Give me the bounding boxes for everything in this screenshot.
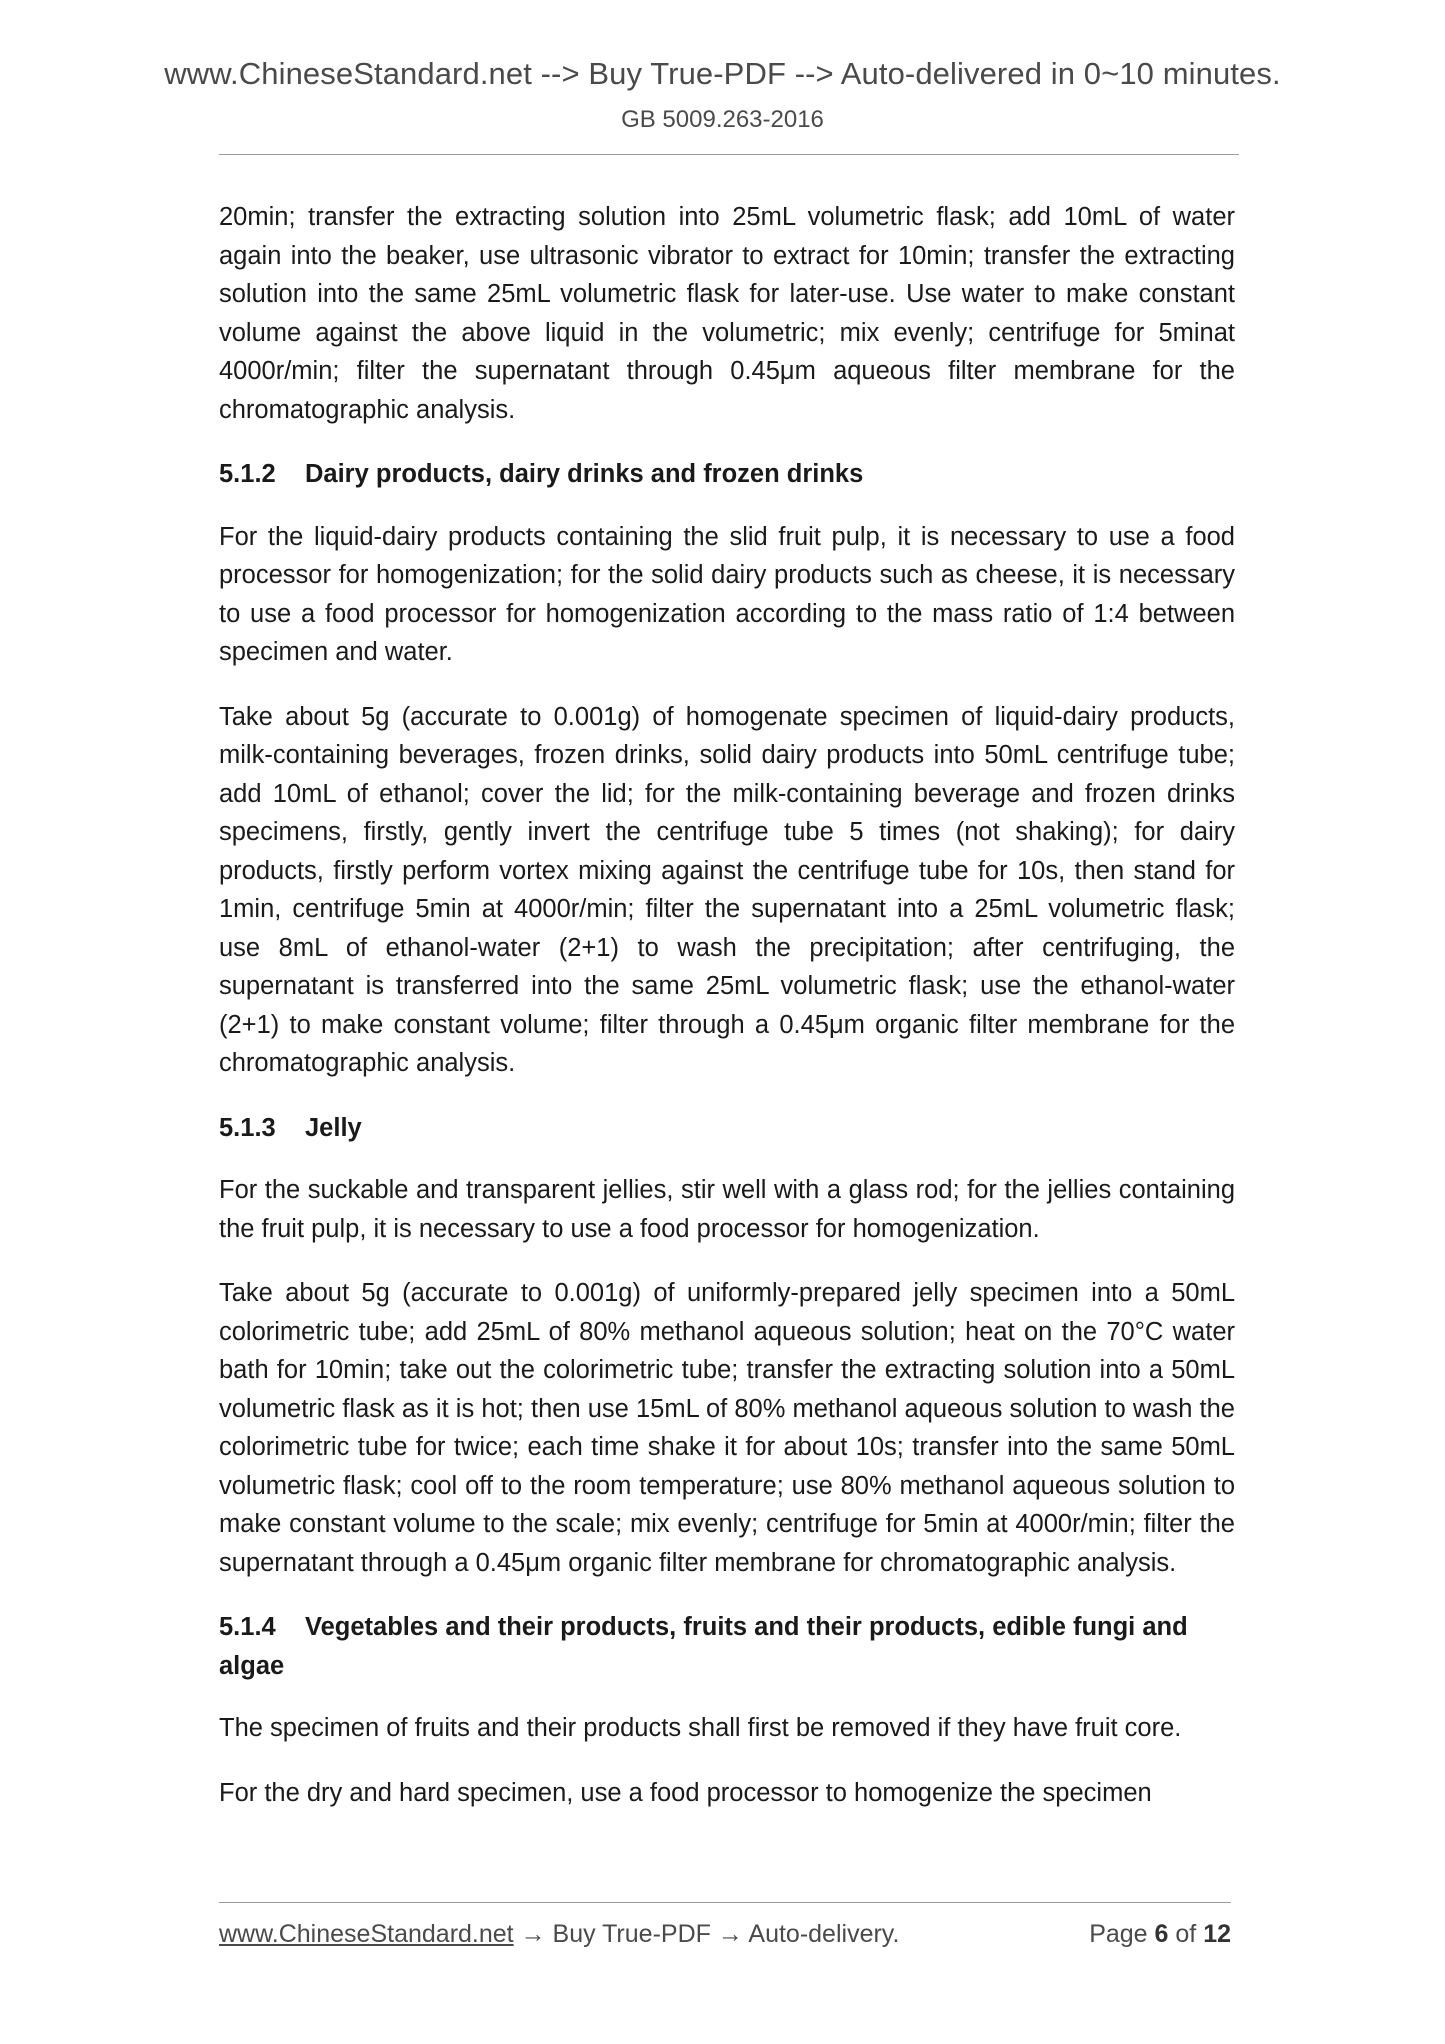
- paragraph: For the suckable and transparent jellies, stir well with a glass rod; for the jellies containing the fruit pulp, it is necessary to use a food processor for homogenization.: [219, 1176, 1235, 1243]
- section-number: 5.1.4: [219, 1613, 276, 1641]
- header-divider: [219, 154, 1239, 155]
- section-title: Dairy products, dairy drinks and frozen drinks: [305, 460, 864, 488]
- document-body: [219, 198, 1235, 1838]
- footer-site-link[interactable]: www.ChineseStandard.net: [219, 1920, 514, 1948]
- paragraph: The specimen of fruits and their products shall first be removed if they have fruit core.: [219, 1714, 1182, 1742]
- page-indicator: [1089, 1920, 1231, 1949]
- footer-tagline: → Buy True-PDF → Auto-delivery.: [513, 1920, 900, 1948]
- section-number: 5.1.3: [219, 1113, 276, 1142]
- section-title: Jelly: [305, 1113, 362, 1142]
- paragraph: 20min; transfer the extracting solution into 25mL volumetric flask; add 10mL of water again into the beaker, use ultrasonic vibrator to extract for 10min; transfer the extracting solution into the same 25mL volumetric flask for later-use. Use water to make constant volume against the above liquid in the volumetric; mix evenly; centrifuge for 5minat 4000r/min; filter the supernatant through 0.45μm aqueous filter membrane for the chromatographic analysis.: [219, 203, 1235, 424]
- paragraph: Take about 5g (accurate to 0.001g) of homogenate specimen of liquid-dairy products, milk-containing beverages, frozen drinks, solid dairy products into 50mL centrifuge tube; add 10mL of ethanol; cover the lid; for the milk-containing beverage and frozen drinks specimens, firstly, gently invert the centrifuge tube 5 times (not shaking); for dairy products, firstly perform vortex mixing against the centrifuge tube for 10s, then stand for 1min, centrifuge 5min at 4000r/min; filter the supernatant into a 25mL volumetric flask; use 8mL of ethanol-water (2+1) to wash the precipitation; after centrifuging, the supernatant is transferred into the same 25mL volumetric flask; use the ethanol-water (2+1) to make constant volume; filter through a 0.45μm organic filter membrane for the chromatographic analysis.: [219, 702, 1235, 1077]
- footer-promo: [219, 1920, 899, 1949]
- paragraph: For the liquid-dairy products containing the slid fruit pulp, it is necessary to use a food processor for homogenization; for the solid dairy products such as cheese, it is necessary to use a food processor for homogenization according to the mass ratio of 1:4 between specimen and water.: [219, 522, 1235, 666]
- paragraph: Take about 5g (accurate to 0.001g) of uniformly-prepared jelly specimen into a 50mL colorimetric tube; add 25mL of 80% methanol aqueous solution; heat on the 70°C water bath for 10min; take out the colorimetric tube; transfer the extracting solution into a 50mL volumetric flask as it is hot; then use 15mL of 80% methanol aqueous solution to wash the colorimetric tube for twice; each time shake it for about 10s; transfer into the same 50mL volumetric flask; cool off to the room temperature; use 80% methanol aqueous solution to make constant volume to the scale; mix evenly; centrifuge for 5min at 4000r/min; filter the supernatant through a 0.45μm organic filter membrane for chromatographic analysis.: [219, 1279, 1235, 1577]
- paragraph: For the dry and hard specimen, use a food processor to homogenize the specimen: [219, 1778, 1152, 1807]
- section-heading-5-1-4: [219, 1608, 1235, 1685]
- document-id: GB 5009.263-2016: [621, 106, 824, 133]
- page-number: 6: [1154, 1920, 1169, 1948]
- section-number: 5.1.2: [219, 460, 276, 488]
- site-banner: www.ChineseStandard.net --> Buy True-PDF --> Auto-delivered in 0~10 minutes.: [164, 56, 1281, 91]
- section-heading-5-1-2: [219, 455, 1235, 494]
- footer-divider: [219, 1902, 1231, 1903]
- page-label: Page: [1089, 1920, 1155, 1948]
- section-title: Vegetables and their products, fruits and their products, edible fungi and algae: [219, 1613, 1188, 1680]
- page-total: 12: [1203, 1920, 1231, 1948]
- page-of-label: of: [1168, 1920, 1204, 1948]
- section-heading-5-1-3: [219, 1109, 1235, 1148]
